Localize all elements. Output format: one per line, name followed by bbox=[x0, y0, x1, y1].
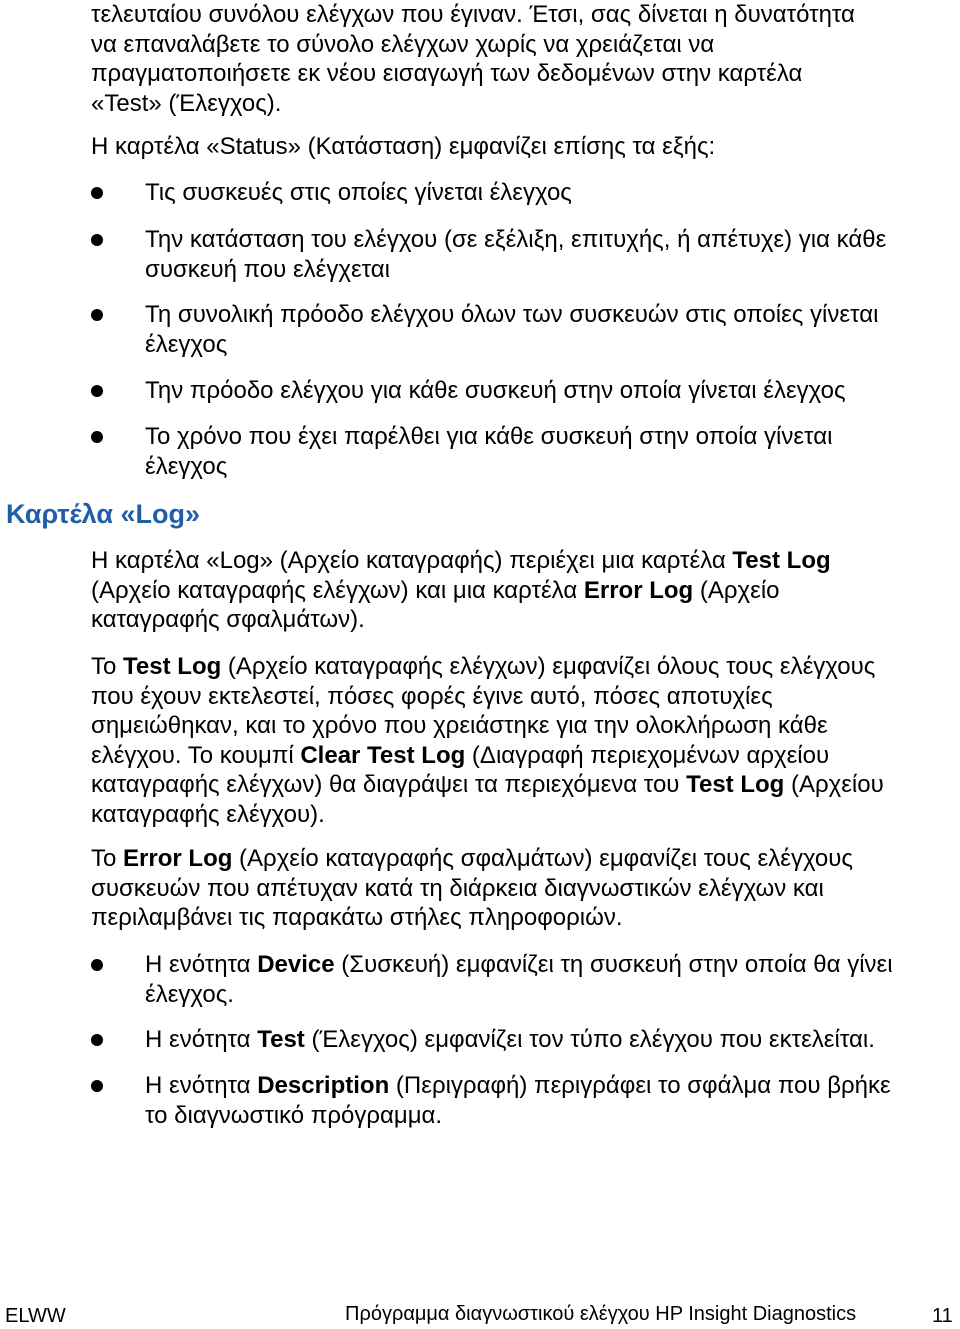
test-log-paragraph bbox=[91, 652, 957, 829]
error-log-paragraph bbox=[91, 844, 957, 933]
log-intro-paragraph bbox=[91, 546, 957, 635]
error-bullet-device bbox=[145, 950, 960, 1009]
term-clear-test-log: Clear Test Log bbox=[300, 741, 466, 769]
term-test-log: Test Log bbox=[732, 547, 831, 574]
text-line: Το χρόνο που έχει παρέλθει για κάθε συσκευή στην οποία γίνεται bbox=[145, 423, 833, 450]
text-line: «Test» (Έλεγχος). bbox=[91, 89, 282, 117]
term-error-log: Error Log bbox=[583, 576, 694, 604]
bullet-icon bbox=[91, 309, 103, 321]
text-line: Το Test Log (Αρχείο καταγραφής ελέγχων) εμφανίζει όλους τους ελέγχους bbox=[91, 653, 876, 680]
footer-left-label: ELWW bbox=[5, 1305, 66, 1327]
term-test-log: Test Log bbox=[123, 653, 222, 680]
footer-document-title: Πρόγραμμα διαγνωστικού ελέγχου HP Insight Diagnostics bbox=[345, 1303, 857, 1325]
term-device: Device bbox=[257, 951, 335, 978]
text-line: καταγραφής ελέγχων) θα διαγράψει τα περιεχόμενα του Test Log (Αρχείου bbox=[91, 771, 884, 798]
term-error-log: Error Log bbox=[123, 845, 233, 872]
text-line: Η ενότητα Device (Συσκευή) εμφανίζει τη συσκευή στην οποία θα γίνει bbox=[145, 951, 893, 978]
text-line: Την πρόοδο ελέγχου για κάθε συσκευή στην οποία γίνεται έλεγχος bbox=[145, 377, 846, 404]
text-line: περιλαμβάνει τις παρακάτω στήλες πληροφοριών. bbox=[91, 904, 623, 931]
bullet-icon bbox=[91, 187, 103, 199]
text-line: σημειώθηκαν, και το χρόνο που χρειάστηκε για την ολοκλήρωση κάθε bbox=[91, 712, 828, 739]
section-heading-log: Καρτέλα «Log» bbox=[6, 499, 200, 529]
status-bullet-5 bbox=[145, 422, 960, 481]
status-bullet-3 bbox=[145, 300, 960, 359]
status-bullet-1 bbox=[145, 178, 960, 208]
text-line: καταγραφής σφαλμάτων). bbox=[91, 606, 365, 633]
text-line: το διαγνωστικό πρόγραμμα. bbox=[145, 1101, 443, 1129]
text-line: τελευταίου συνόλου ελέγχων που έγιναν. Έτσι, σας δίνεται η δυνατότητα bbox=[91, 1, 855, 28]
text-line: Το Error Log (Αρχείο καταγραφής σφαλμάτων) εμφανίζει τους ελέγχους bbox=[91, 845, 853, 872]
text-line: Η ενότητα Test (Έλεγχος) εμφανίζει τον τύπο ελέγχου που εκτελείται. bbox=[145, 1026, 875, 1053]
status-bullet-4 bbox=[145, 376, 960, 406]
bullet-icon bbox=[91, 1080, 103, 1092]
bullet-icon bbox=[91, 959, 103, 971]
error-bullet-test bbox=[145, 1025, 960, 1055]
text-line: συσκευών που απέτυχαν κατά τη διάρκεια διαγνωστικών ελέγχων και bbox=[91, 874, 824, 902]
text-line: συσκευή που ελέγχεται bbox=[145, 255, 390, 283]
text-line: να επαναλάβετε το σύνολο ελέγχων χωρίς να χρειάζεται να bbox=[91, 30, 715, 58]
text-line: που έχουν εκτελεστεί, πόσες φορές έγινε αυτό, πόσες αποτυχίες bbox=[91, 682, 773, 710]
text-line: Τις συσκευές στις οποίες γίνεται έλεγχος bbox=[145, 179, 572, 206]
intro-paragraph bbox=[91, 0, 957, 118]
text-line: πραγματοποιήσετε εκ νέου εισαγωγή των δεδομένων στην καρτέλα bbox=[91, 60, 803, 87]
footer-page-number: 11 bbox=[932, 1305, 953, 1327]
bullet-icon bbox=[91, 431, 103, 443]
text-line: ελέγχου. Το κουμπί Clear Test Log (Διαγραφή περιεχομένων αρχείου bbox=[91, 741, 830, 769]
text-line: Την κατάσταση του ελέγχου (σε εξέλιξη, επιτυχής, ή απέτυχε) για κάθε bbox=[145, 226, 887, 253]
text-line: έλεγχος. bbox=[145, 980, 234, 1008]
term-test-log: Test Log bbox=[686, 771, 785, 798]
text-line: Η καρτέλα «Log» (Αρχείο καταγραφής) περιέχει μια καρτέλα Test Log bbox=[91, 547, 831, 574]
error-bullet-description bbox=[145, 1071, 960, 1130]
text-line: Η ενότητα Description (Περιγραφή) περιγράφει το σφάλμα που βρήκε bbox=[145, 1072, 891, 1099]
bullet-icon bbox=[91, 385, 103, 397]
status-intro: Η καρτέλα «Status» (Κατάσταση) εμφανίζει επίσης τα εξής: bbox=[91, 133, 716, 160]
text-line: έλεγχος bbox=[145, 330, 228, 358]
text-line: Τη συνολική πρόοδο ελέγχου όλων των συσκευών στις οποίες γίνεται bbox=[145, 301, 879, 328]
term-test: Test bbox=[257, 1026, 305, 1053]
bullet-icon bbox=[91, 1034, 103, 1046]
bullet-icon bbox=[91, 234, 103, 246]
text-line: καταγραφής ελέγχου). bbox=[91, 800, 325, 828]
text-line: (Αρχείο καταγραφής ελέγχων) και μια καρτέλα Error Log (Αρχείο bbox=[91, 576, 780, 604]
status-bullet-2 bbox=[145, 225, 960, 284]
text-line: έλεγχος bbox=[145, 452, 228, 480]
term-description: Description bbox=[257, 1072, 390, 1099]
